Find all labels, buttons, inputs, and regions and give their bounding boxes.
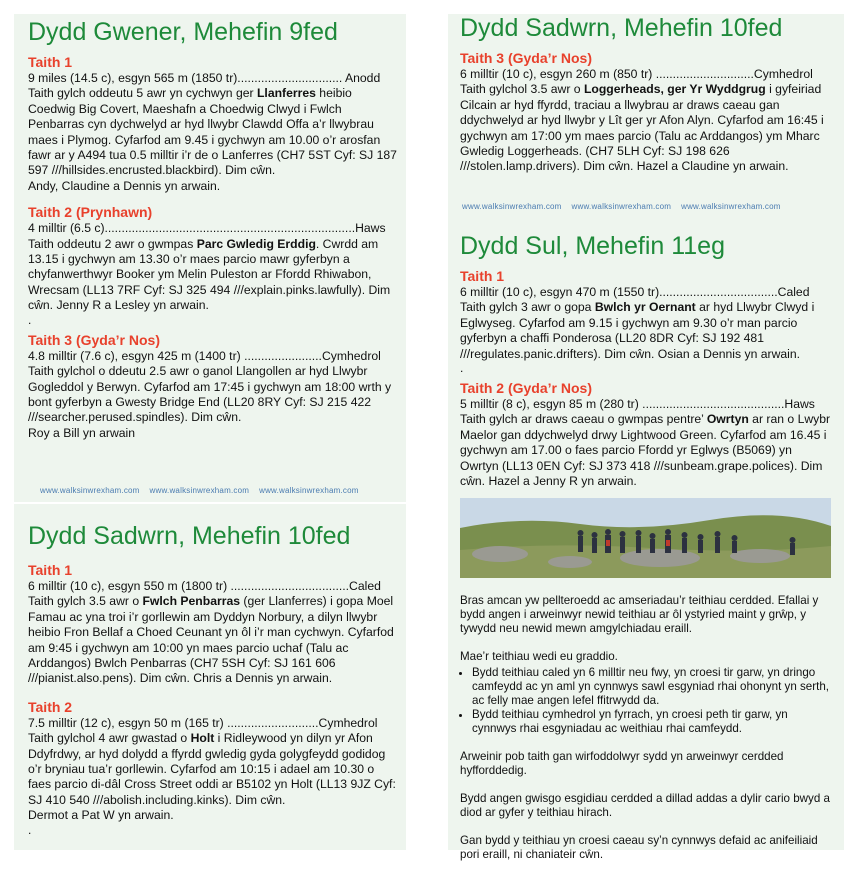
walk-title: Taith 1 [28,54,73,70]
walk-description: 6 milltir (10 c), esgyn 470 m (1550 tr)...................................Caled Taith gylch 3 awr o gopa Bwlch yr Oernant ar hyd Llwybr Clwyd i Eglwyseg. Cyfarfod am 9.15 i gychwyn am 9.30 o’r man parcio gyferbyn a chaffi Ponderosa (LL20 8DR Cyf: SJ 192 481 ///regulates.panic.drifters). Dim cŵn. Osian a Dennis yn arwain. [460,285,815,361]
walk-title: Taith 2 (Gyda’r Nos) [460,380,592,397]
website-links[interactable]: www.walksinwrexham.com www.walksinwrexham.com www.walksinwrexham.com [462,202,781,211]
walk-description: 4.8 milltir (7.6 c), esgyn 425 m (1400 tr) .......................Cymhedrol Taith gylchol o ddeutu 2.5 awr o ganol Llangollen ar hyd Llwybr Gogleddol y Berwyn. Cyfarfod am 17:45 i gychwyn am 18:00 wrth y bont gyferbyn a Gwesty Bridge End (LL20 8RY Cyf: SJ 215 422 ///searcher.perused.spindles). Dim cŵn. Roy a Bill yn arwain [28,348,392,440]
group-photo [460,498,831,578]
walk-description: 7.5 milltir (12 c), esgyn 50 m (165 tr) ...........................Cymhedrol Taith gylchol 4 awr gwastad o Holt i Ridleywood yn dilyn yr Afon Ddyfrdwy, ar hyd dolydd a ffyrdd gwledig gyda golygfeydd godidog o’r bryniau tua’r gorllewin. Cyfarfod am 10:15 i adael am 10.30 o faes parcio di-dâl Cross Street oddi ar B5102 yn Holt (LL13 9JZ Cyf: SJ 410 540 ///abolish.including.kinks). Dim cŵn. Dermot a Pat W yn arwain. [28,715,396,823]
saturday-evening-heading: Dydd Sadwrn, Mehefin 10fed [460,14,783,42]
list-item: • Bydd teithiau cymhedrol yn fyrrach, yn croesi peth tir garw, yn cynnwys rhai esgyniadau ac weithiau rhai camfeydd. [472,708,832,736]
walk-entry [28,54,398,194]
walk-entry: Taith 1 6 milltir (10 c), esgyn 470 m (1550 tr)...................................Caled Taith gylch 3 awr o gopa Bwlch yr Oernant ar hyd Llwybr Clwyd i Eglwyseg. Cyfarfod am 9.15 i gychwyn am 9.30 o’r man parcio gyferbyn a chaffi Ponderosa (LL20 8DR Cyf: SJ 192 481 ///regulates.panic.drifters). Dim cŵn. Osian a Dennis yn arwain. . [460,268,832,370]
walk-description: 6 milltir (10 c), esgyn 550 m (1800 tr) ...................................Caled Taith gylch 3.5 awr o Fwlch Penbarras (ger Llanferres) i gopa Moel Famau ac yna troi i’r gorllewin am Dyddyn Norbury, a dilyn llwybr heibio Fron Bellaf a Choed Ceunant yn ôl i’r man cychwyn. Cyfarfod am 9:45 i gychwyn am 10:00 yn maes parcio uchaf (Talu ac Arddangos) Bwlch Penbarras (CH7 5SH Cyf: SJ 161 606 ///pianist.also.pens). Dim cŵn. Chris a Dennis yn arwain. [28,579,394,686]
walk-description: 9 miles (14.5 c), esgyn 565 m (1850 tr)............................... Anodd Taith gylch oddeutu 5 awr yn cychwyn ger Llanferres heibio Coedwig Big Covert, Maeshafn a Choedwig Clwyd i Fwlch Penbarras cyn dychwelyd ar hyd llwybr Clawdd Offa a’r llwybrau maes i Plymog. Cyfarfod am 9.45 i gychwyn am 10.00 o’r arosfan fawr ar y A494 tua 0.5 milltir i’r de o Lanferres (CH7 5ST Cyf: SJ 187 597 ///hillsides.encrusted.blackbird). Dim cŵn. Andy, Claudine a Dennis yn arwain. [28,71,397,193]
note-paragraph: Gan bydd y teithiau yn croesi caeau sy’n cynnwys defaid ac anifeiliaid pori eraill, ni chaniateir cŵn. [460,834,818,861]
walk-title: Taith 2 [28,698,73,715]
walk-entry: Taith 2 7.5 milltir (12 c), esgyn 50 m (165 tr) ...........................Cymhedrol Taith gylchol 4 awr gwastad o Holt i Ridleywood yn dilyn yr Afon Ddyfrdwy, ar hyd dolydd a ffyrdd gwledig gyda golygfeydd godidog o’r bryniau tua’r gorllewin. Cyfarfod am 10:15 i adael am 10.30 o faes parcio di-dâl Cross Street oddi ar B5102 yn Holt (LL13 9JZ Cyf: SJ 410 540 ///abolish.including.kinks). Dim cŵn. Dermot a Pat W yn arwain. . [28,699,398,832]
walk-description: 6 milltir (10 c), esgyn 260 m (850 tr) .............................Cymhedrol Taith gylchol 3.5 awr o Loggerheads, ger Yr Wyddgrug i gyfeiriad Cilcain ar hyd ffyrdd, traciau a llwybrau ar draws caeau gan ddychwelyd ar hyd llwybr y Lît ger yr Afon Alyn. Cyfarfod am 16:45 i gychwyn am 17:00 ym maes parcio (Talu ac Arddangos) ym Mharc Gwledig Loggerheads. (CH7 5LH Cyf: SJ 198 626 ///stolen.lamp.drivers). Dim cŵn. Hazel a Claudine yn arwain. [460,67,824,174]
website-links[interactable]: www.walksinwrexham.com www.walksinwrexham.com www.walksinwrexham.com [40,486,359,495]
notes-section [460,594,832,876]
walk-entry [460,50,832,175]
note-paragraph: Bydd angen gwisgo esgidiau cerdded a dillad addas a dylir cario bwyd a diod ar gyfer y teithiau hirach. [460,792,830,819]
grading-list [460,666,832,736]
friday-panel [14,14,406,502]
walk-entry [28,562,398,687]
walk-title: Taith 3 (Gyda’r Nos) [460,50,592,66]
saturday-left-panel [14,504,406,850]
walk-title: Taith 1 [460,268,505,284]
walk-description: 4 milltir (6.5 c)..........................................................................Haws Taith oddeutu 2 awr o gwmpas Parc Gwledig Erddig. Cwrdd am 13.15 i gychwyn am 13.30 o’r maes parcio mawr gyferbyn a chyfanwerthwyr Booker ym Melin Puleston ar Ffordd Rhiwabon, Wrecsam (LL13 7RF Cyf: SJ 325 494 ///explain.pinks.lawfully). Dim cŵn. Jenny R a Lesley yn arwain. [28,221,391,313]
saturday-heading: Dydd Sadwrn, Mehefin 10fed [28,522,351,550]
walk-entry [28,332,398,441]
note-paragraph: Mae’r teithiau wedi eu graddio. [460,650,618,663]
sunday-heading: Dydd Sul, Mehefin 11eg [460,232,725,260]
right-panel [448,14,844,861]
walk-entry [460,380,832,489]
walk-entry: Taith 2 (Prynhawn) 4 milltir (6.5 c)..........................................................................Haws Taith oddeutu 2 awr o gwmpas Parc Gwledig Erddig. Cwrdd am 13.15 i gychwyn am 13.30 o’r maes parcio mawr gyferbyn a chyfanwerthwyr Booker ym Melin Puleston ar Ffordd Rhiwabon, Wrecsam (LL13 7RF Cyf: SJ 325 494 ///explain.pinks.lawfully). Dim cŵn. Jenny R a Lesley yn arwain. . [28,204,398,321]
friday-heading: Dydd Gwener, Mehefin 9fed [28,18,338,46]
walk-title: Taith 1 [28,562,73,578]
note-paragraph: Bras amcan yw pellteroedd ac amseriadau’r teithiau cerdded. Efallai y bydd angen i arweinwyr newid teithiau ar ôl ystyried maint y grŵp, y tywydd neu newid mewn amgylchiadau eraill. [460,594,819,635]
walk-description: 5 milltir (8 c), esgyn 85 m (280 tr) ..........................................Haws Taith gylch ar draws caeau o gwmpas pentre’ Owrtyn ar ran o Lwybr Maelor gan ddychwelyd drwy Lightwood Green. Cyfarfod am 16.45 i gychwyn am 17.00 o faes parcio Ffordd yr Eglwys (B5069) yn Owrtyn (LL13 0EN Cyf: SJ 373 418 ///sunbeam.grape.polices). Dim cŵn. Hazel a Jenny R yn arwain. [460,397,831,489]
walk-title: Taith 2 (Prynhawn) [28,204,153,221]
list-item: • Bydd teithiau caled yn 6 milltir neu fwy, yn croesi tir garw, yn dringo camfeydd ac yn aml yn cynnwys sawl esgyniad rhai ohonynt yn serth, ac felly mae angen lefel ffitrwydd da. [472,666,832,708]
note-paragraph: Arweinir pob taith gan wirfoddolwyr sydd yn arweinwyr cerdded hyfforddedig. [460,750,784,777]
walk-title: Taith 3 (Gyda’r Nos) [28,331,160,348]
